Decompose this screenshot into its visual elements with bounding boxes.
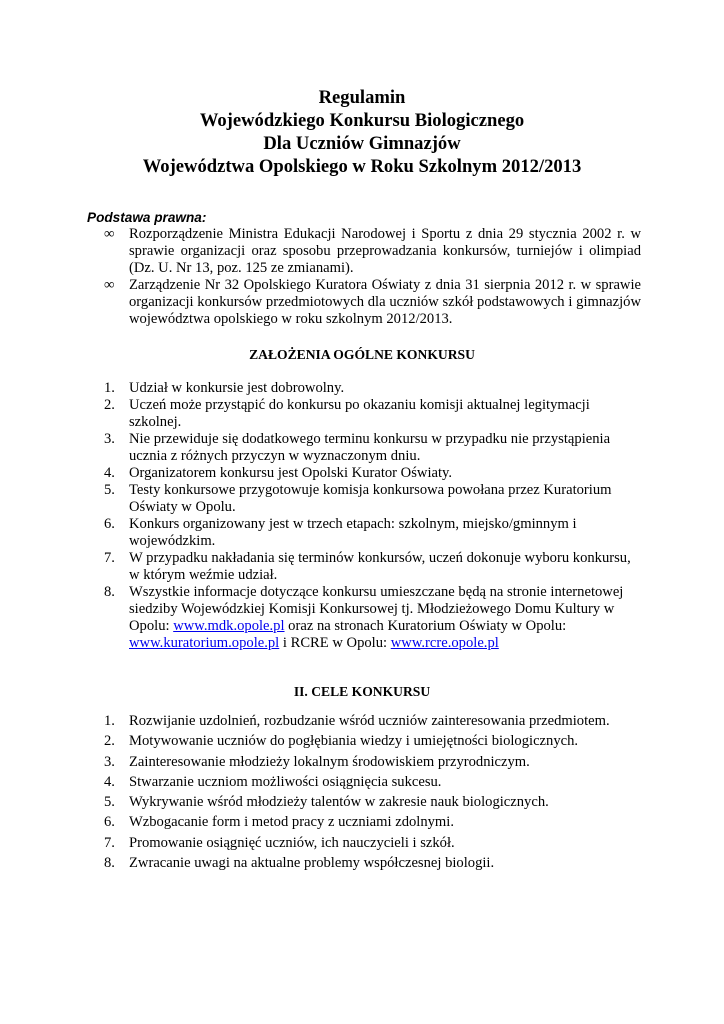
- item-number: 4.: [104, 773, 115, 790]
- legal-basis-list: [104, 226, 641, 328]
- item-number: 2.: [104, 733, 115, 750]
- item-text: Nie przewiduje się dodatkowego terminu konkursu w przypadku nie przystąpienia ucznia z różnych przyczyn w wyznaczonym dniu.: [129, 431, 611, 464]
- list-item: [104, 431, 644, 465]
- list-item: [104, 550, 644, 584]
- mdk-link[interactable]: www.mdk.opole.pl: [173, 618, 285, 634]
- kuratorium-link[interactable]: www.kuratorium.opole.pl: [129, 635, 280, 651]
- item-number: 3.: [104, 431, 115, 447]
- title-line: Województwa Opolskiego w Roku Szkolnym 2012/2013: [142, 156, 582, 177]
- item-number: 6.: [104, 516, 115, 532]
- item-number: 3.: [104, 753, 115, 770]
- list-item: [104, 713, 644, 730]
- item-text: Rozwijanie uzdolnień, rozbudzanie wśród uczniów zainteresowania przedmiotem.: [129, 713, 610, 729]
- item-text: Motywowanie uczniów do pogłębiania wiedzy i umiejętności biologicznych.: [129, 733, 579, 750]
- item-text: Uczeń może przystąpić do konkursu po okazaniu komisji aktualnej legitymacji szkolnej.: [129, 397, 590, 430]
- item-number: 1.: [104, 380, 115, 396]
- item-number: 2.: [104, 397, 115, 413]
- rcre-link[interactable]: www.rcre.opole.pl: [390, 635, 499, 651]
- list-item: [104, 733, 644, 750]
- item-text: Zwracanie uwagi na aktualne problemy współczesnej biologii.: [129, 855, 495, 872]
- item-text: Udział w konkursie jest dobrowolny.: [129, 380, 345, 396]
- item-text: Promowanie osiągnięć uczniów, ich nauczycieli i szkół.: [129, 834, 455, 851]
- item-number: 6.: [104, 814, 115, 831]
- item-number: 7.: [104, 834, 115, 851]
- list-item: [104, 754, 644, 771]
- list-item: [104, 814, 644, 831]
- legal-basis-text: Zarządzenie Nr 32 Opolskiego Kuratora Oświaty z dnia 31 sierpnia 2012 r. w sprawie organizacji konkursów przedmiotowych dla uczniów szkół podstawowych i gimnazjów województwa opolskiego w roku szkolnym 2012/2013.: [129, 277, 641, 327]
- list-item: [104, 774, 644, 791]
- title-line: Regulamin: [318, 87, 406, 108]
- infinity-bullet-icon: ∞: [104, 277, 115, 293]
- list-item: [104, 855, 644, 872]
- section-heading-general: ZAŁOŻENIA OGÓLNE KONKURSU: [249, 347, 475, 362]
- item-number: 4.: [104, 465, 115, 481]
- section-heading-goals: II. CELE KONKURSU: [293, 684, 431, 699]
- item-text: Wszystkie informacje dotyczące konkursu umieszczane będą na stronie internetowej siedziby Wojewódzkiej Komisji Konkursowej tj. Młodzieżowego Domu Kultury w Opolu:: [129, 584, 624, 634]
- item-number: 5.: [104, 794, 115, 811]
- title-line: Wojewódzkiego Konkursu Biologicznego: [199, 110, 525, 131]
- list-item: [104, 482, 644, 516]
- document-title: [0, 86, 724, 178]
- list-item: [104, 380, 644, 397]
- list-item: [104, 465, 644, 482]
- list-item: [104, 584, 644, 652]
- list-item: [104, 835, 644, 852]
- general-rules-list: [104, 380, 644, 652]
- title-line: Dla Uczniów Gimnazjów: [263, 133, 461, 154]
- item-text: Konkurs organizowany jest w trzech etapach: szkolnym, miejsko/gminnym i wojewódzkim.: [129, 516, 577, 549]
- item-text: i RCRE w Opolu:: [279, 635, 391, 651]
- goals-list: [104, 713, 644, 875]
- item-number: 1.: [104, 713, 115, 729]
- item-number: 8.: [104, 855, 115, 872]
- item-text: Stwarzanie uczniom możliwości osiągnięcia sukcesu.: [129, 773, 442, 790]
- legal-basis-label: Podstawa prawna:: [87, 210, 207, 225]
- item-number: 7.: [104, 550, 115, 566]
- legal-basis-item: [104, 277, 641, 328]
- item-text: Wzbogacanie form i metod pracy z uczniami zdolnymi.: [129, 814, 454, 831]
- infinity-bullet-icon: ∞: [104, 226, 115, 242]
- item-number: 8.: [104, 584, 115, 600]
- list-item: [104, 516, 644, 550]
- item-text: W przypadku nakładania się terminów konkursów, uczeń dokonuje wyboru konkursu, w którym weźmie udział.: [129, 550, 631, 583]
- list-item: [104, 397, 644, 431]
- item-number: 5.: [104, 482, 115, 498]
- item-text: oraz na stronach Kuratorium Oświaty w Opolu:: [284, 618, 567, 634]
- item-text: Organizatorem konkursu jest Opolski Kurator Oświaty.: [129, 465, 453, 481]
- item-text: Wykrywanie wśród młodzieży talentów w zakresie nauk biologicznych.: [129, 794, 549, 811]
- legal-basis-text: Rozporządzenie Ministra Edukacji Narodowej i Sportu z dnia 29 stycznia 2002 r. w sprawie organizacji oraz sposobu przeprowadzania konkursów, turniejów i olimpiad (Dz. U. Nr 13, poz. 125 ze zmianami).: [129, 226, 641, 276]
- legal-basis-item: [104, 226, 641, 277]
- item-text: Testy konkursowe przygotowuje komisja konkursowa powołana przez Kuratorium Oświaty w Opolu.: [129, 482, 612, 515]
- item-text: Zainteresowanie młodzieży lokalnym środowiskiem przyrodniczym.: [129, 753, 530, 770]
- list-item: [104, 794, 644, 811]
